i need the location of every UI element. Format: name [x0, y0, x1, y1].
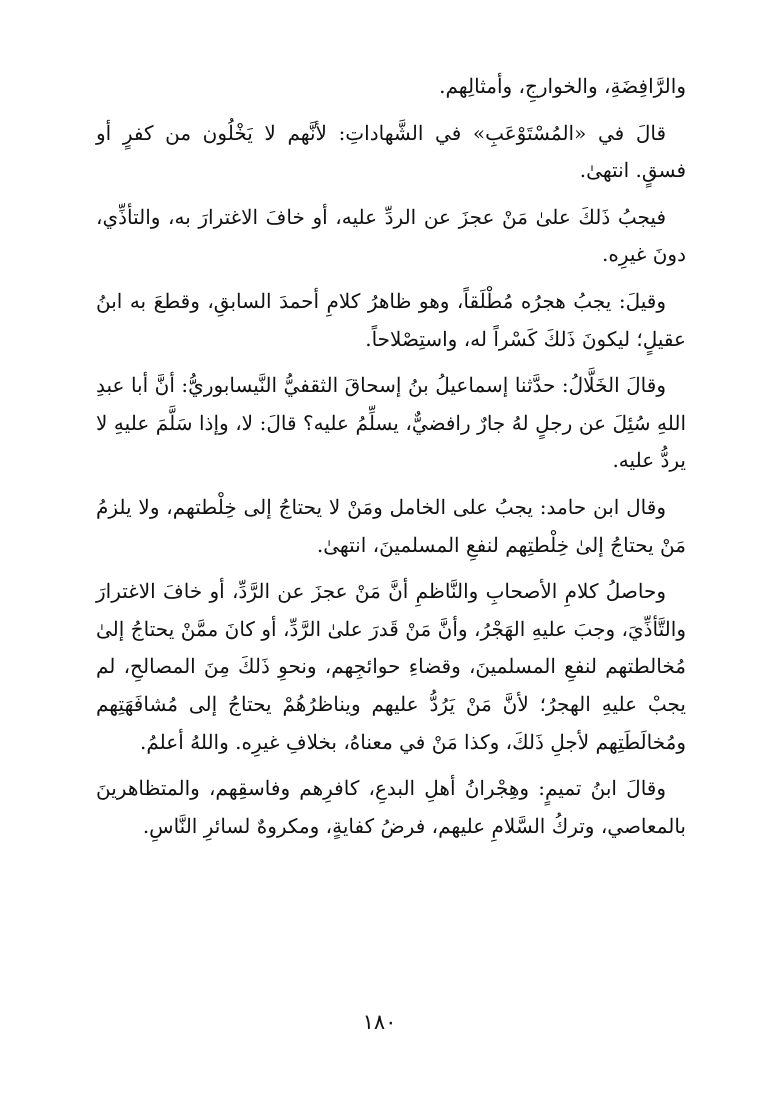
paragraph-8: وقالَ ابنُ تميمٍ: وهِجْرانُ أهلِ البدعِ، كافرِهم وفاسقِهم، والمتظاهرينَ بالمعاصي، وتركُ السَّلامِ عليهم، فرضُ كفايةٍ، ومكروهٌ لسائرِ النَّاسِ. [96, 776, 686, 838]
paragraph-1: والرَّافِضَةِ، والخوارجِ، وأمثالِهم. [439, 74, 686, 98]
paragraph-5: وقالَ الخَلَّالُ: حدَّثنا إسماعيلُ بنُ إسحاقَ الثقفيُّ النَّيسابوريُّ: أنَّ أبا عبدِ اللهِ سُئِلَ عن رجلٍ لهُ جارٌ رافضيٌّ، يسلِّمُ عليه؟ قالَ: لا، وإذا سَلَّمَ عليهِ لا يردُّ عليه. [96, 373, 686, 473]
paragraph-4: وقيلَ: يجبُ هجرُه مُطْلَقاً، وهو ظاهرُ كلامِ أحمدَ السابقِ، وقطعَ به ابنُ عقيلٍ؛ ليكونَ ذَلكَ كَسْراً له، واستِصْلاحاً. [96, 288, 686, 351]
paragraph-3: فيجبُ ذَلكَ علىٰ مَنْ عجزَ عن الردِّ عليه، أو خافَ الاغترارَ به، والتأذِّي، دونَ غيرِه. [96, 204, 686, 267]
body-text [96, 68, 686, 854]
paragraph-6: وقال ابن حامد: يجبُ على الخامل ومَنْ لا يحتاجُ إلى خِلْطتهم، ولا يلزمُ مَنْ يحتاجُ إلىٰ خِلْطتِهم لنفعِ المسلمينَ، انتهىٰ. [96, 494, 686, 557]
paragraph-7: وحاصلُ كلامِ الأصحابِ والنَّاظمِ أنَّ مَنْ عجزَ عن الرَّدِّ، أو خافَ الاغترارَ والتَّأذِّيَ، وجبَ عليهِ الهَجْرُ، وأنَّ مَنْ قَدرَ علىٰ الرَّدِّ، أو كانَ ممَّنْ يحتاجُ إلىٰ مُخالطتهم لنفعِ المسلمينَ، وقضاءِ حوائجِهم، ونحوِ ذَلكَ مِنَ المصالحِ، لم يجبْ عليهِ الهجرُ؛ لأنَّ مَنْ يَرُدُّ عليهم ويناظرُهُمْ يحتاجُ إلى مُشافَهَتِهم ومُخالَطَتِهم لأجلِ ذَلكَ، وكذا مَنْ في معناهُ، بخلافِ غيرِه. واللهُ أعلمُ. [96, 579, 686, 754]
page-number: ١٨٠ [362, 1010, 397, 1034]
paragraph-2: قالَ في «المُسْتَوْعَبِ» في الشَّهاداتِ: لأنَّهم لا يَخْلُون من كفرٍ أو فسقٍ. انتهىٰ. [96, 120, 686, 183]
